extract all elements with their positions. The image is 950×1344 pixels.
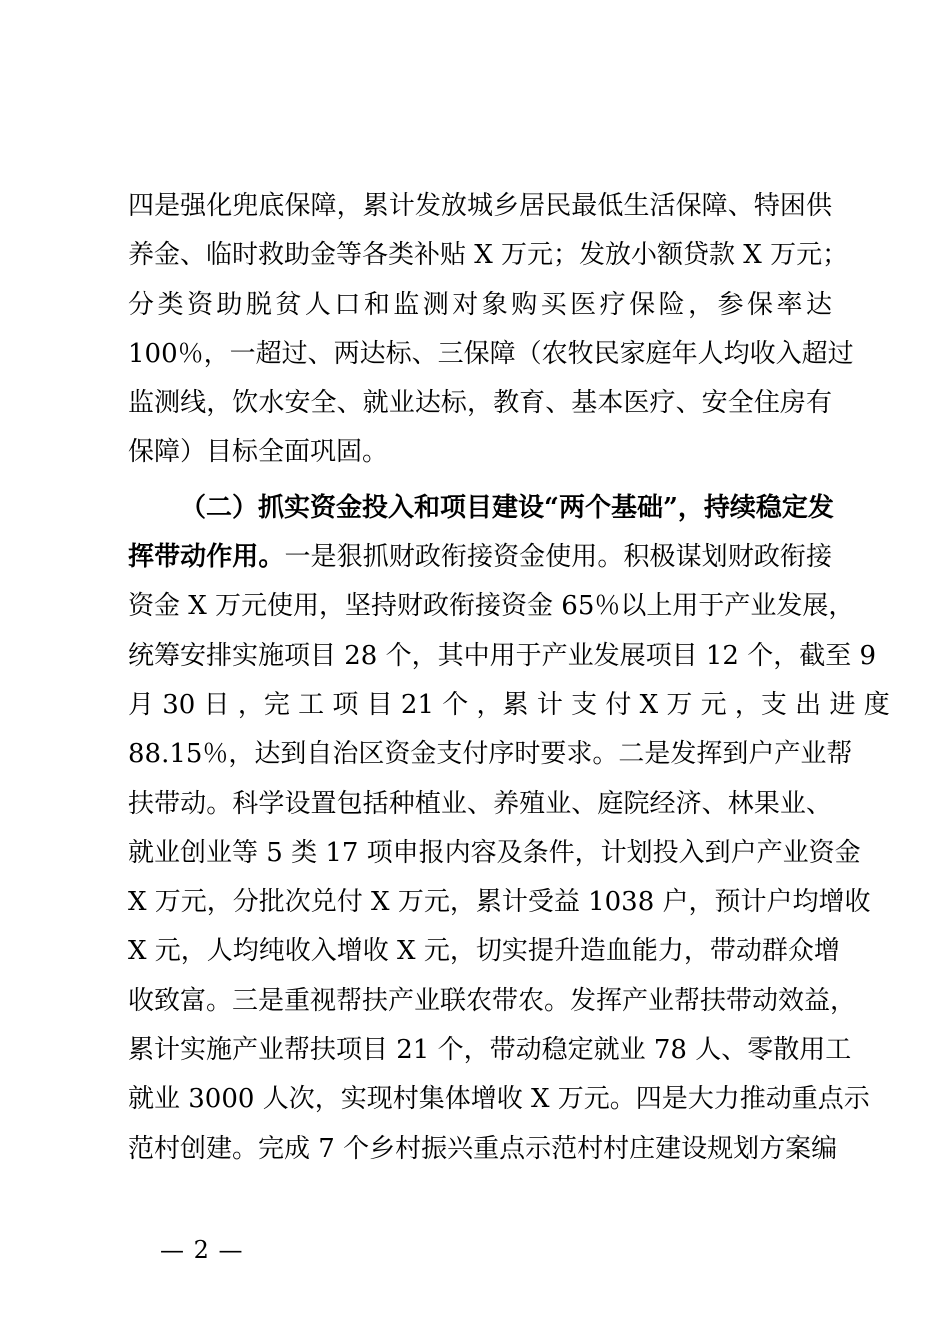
section-heading: （二）抓实资金投入和项目建设“两个基础”，持续稳定发 [180, 492, 834, 523]
section-heading-end: 挥带动作用。 [128, 542, 285, 573]
text-line: 累计实施产业帮扶项目 21 个，带动稳定就业 78 人、零散用工 [128, 1035, 852, 1066]
text-line: 资金 X 万元使用，坚持财政衔接资金 65％以上用于产业发展， [128, 591, 855, 622]
text-line: 就业创业等 5 类 17 项申报内容及条件，计划投入到户产业资金 [128, 837, 861, 868]
text-line: X 万元，分批次兑付 X 万元，累计受益 1038 户，预计户均增收 [128, 887, 871, 918]
text-line: 就业 3000 人次，实现村集体增收 X 万元。四是大力推动重点示 [128, 1084, 870, 1115]
text-line: 扶带动。科学设置包括种植业、养殖业、庭院经济、林果业、 [128, 788, 832, 819]
text-line: 100％，一超过、两达标、三保障（农牧民家庭年人均收入超过 [128, 338, 854, 369]
text-line: 月 30 日 ，完 工 项 目 21 个 ，累 计 支 付 X 万 元 ，支 出 进 度 [128, 689, 890, 720]
text-line: 监测线，饮水安全、就业达标，教育、基本医疗、安全住房有 [128, 388, 832, 419]
text-line: 统筹安排实施项目 28 个，其中用于产业发展项目 12 个，截至 9 [128, 640, 877, 671]
text-line: 收致富。三是重视帮扶产业联农带农。发挥产业帮扶带动效益， [128, 985, 857, 1016]
page-number: — 2 — [160, 1236, 244, 1264]
text-line: 四是强化兜底保障，累计发放城乡居民最低生活保障、特困供 [128, 191, 832, 221]
document-body [128, 182, 890, 1174]
text-segment: 一是狠抓财政衔接资金使用。积极谋划财政衔接 [284, 542, 832, 573]
text-line [128, 533, 832, 582]
text-line: 88.15％，达到自治区资金支付序时要求。二是发挥到户产业帮 [128, 739, 853, 770]
text-line: 分类资助脱贫人口和监测对象购买医疗保险，参保率达 [128, 289, 832, 320]
text-line: 养金、临时救助金等各类补贴 X 万元；发放小额贷款 X 万元； [128, 240, 849, 271]
text-line: 范村创建。完成 7 个乡村振兴重点示范村村庄建设规划方案编 [128, 1133, 838, 1164]
text-line: 保障）目标全面巩固。 [128, 437, 389, 468]
text-line: X 元，人均纯收入增收 X 元，切实提升造血能力，带动群众增 [128, 936, 840, 967]
